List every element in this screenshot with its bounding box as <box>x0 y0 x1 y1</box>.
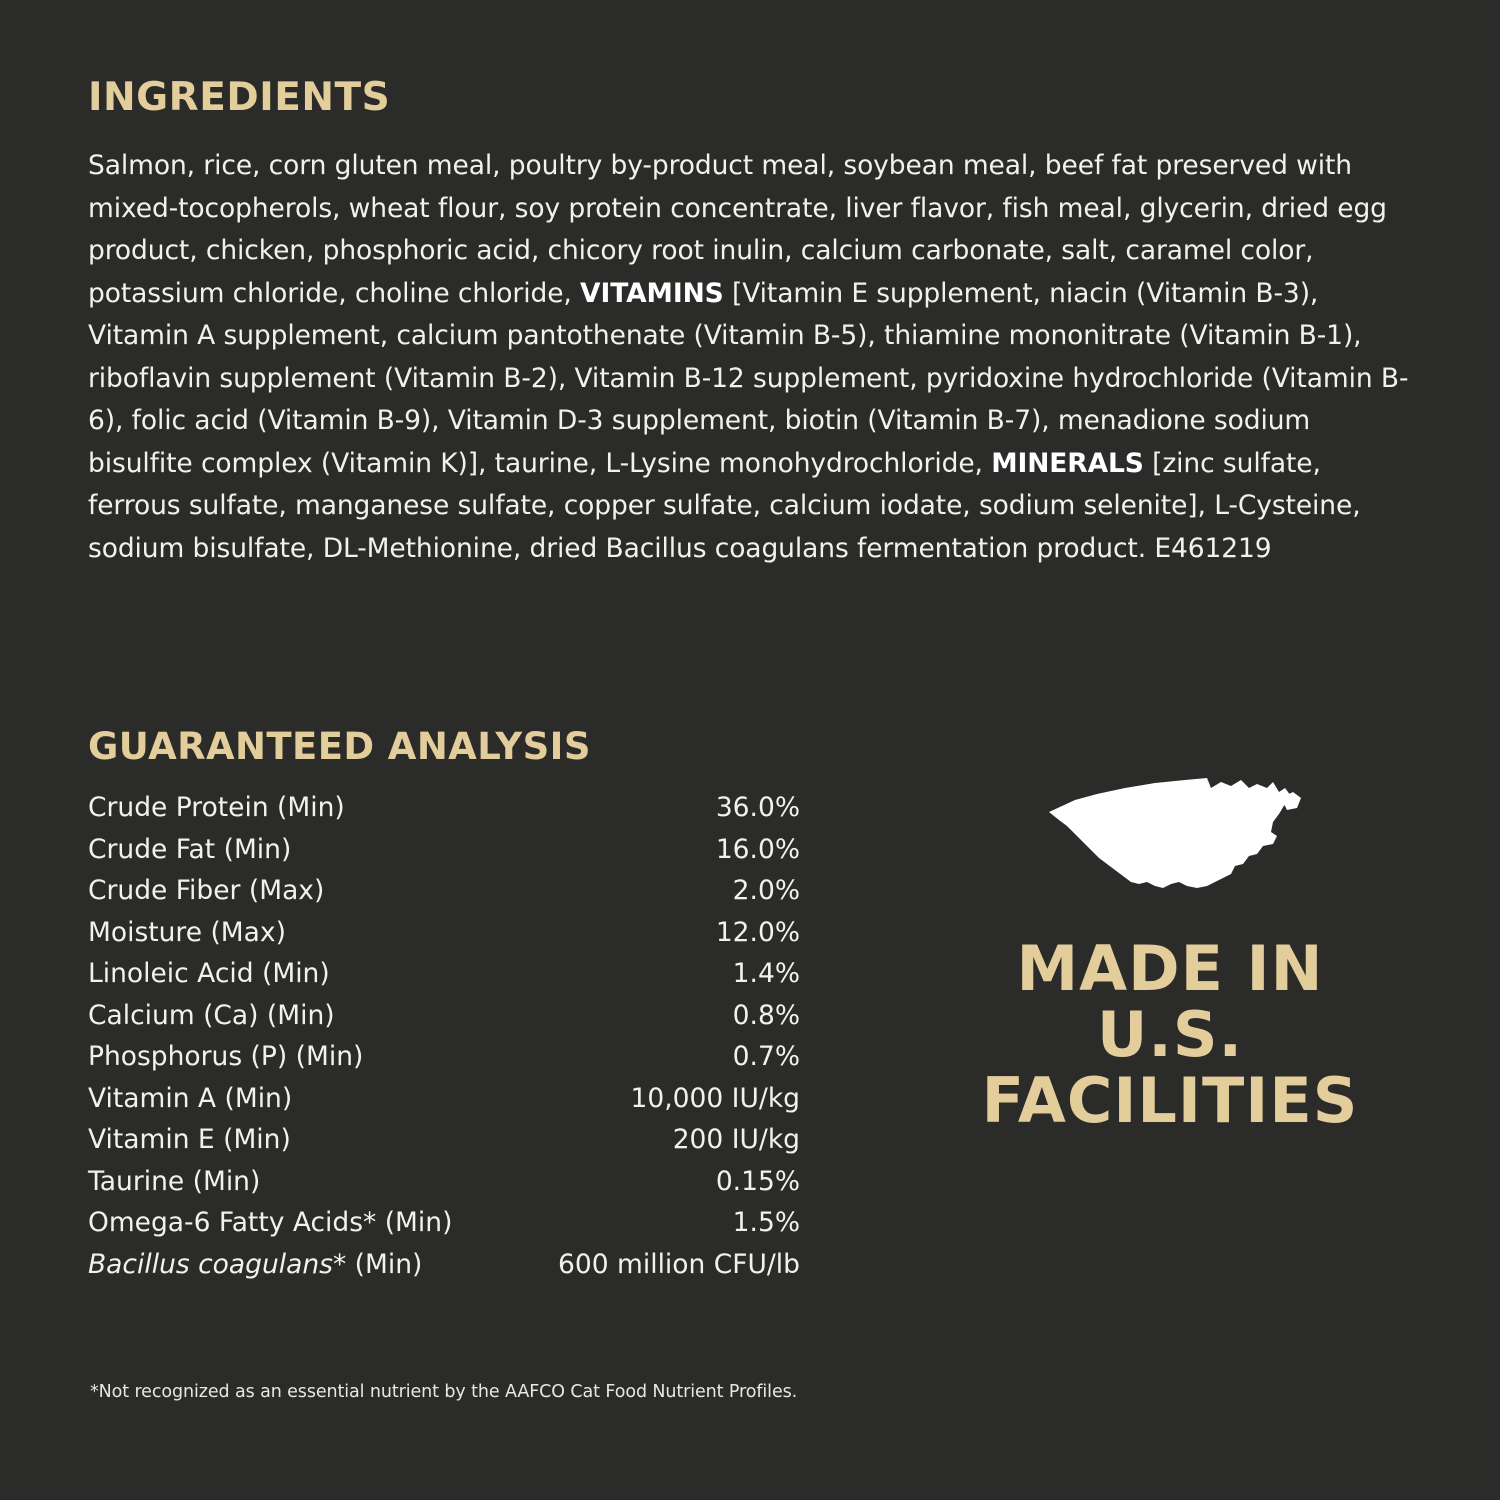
nutrient-value: 200 IU/kg <box>672 1124 800 1155</box>
nutrient-value: 10,000 IU/kg <box>630 1082 800 1114</box>
ingredients-run: Salmon, rice, corn gluten meal, poultry by-product meal, soybean meal, beef fat preserved with mixed-tocopherols, wheat flour, soy protein concentrate, liver flavor, fish meal, glycerin, dried egg product, chicken, phosphoric acid, chicory root inulin, calcium carbonate, salt, caramel color, potassium chloride, choline chloride, <box>88 150 1387 309</box>
table-row <box>88 1119 800 1161</box>
ingredients-run: [Vitamin E supplement, niacin (Vitamin B-3), Vitamin A supplement, calcium pantothenate (Vitamin B-5), thiamine mononitrate (Vitamin B-1), riboflavin supplement (Vitamin B-2), Vitamin B-12 supplement, pyridoxine hydrochloride (Vitamin B-6), folic acid (Vitamin B-9), Vitamin D-3 supplement, biotin (Vitamin B-7), menadione sodium bisulfite complex (Vitamin K)], taurine, L-Lysine monohydrochloride, <box>88 277 1409 479</box>
nutrient-value: 1.4% <box>732 958 800 989</box>
nutrient-name: Vitamin E (Min) <box>88 1124 291 1155</box>
table-row <box>88 953 800 995</box>
nutrient-name-italic: Bacillus coagulans <box>88 1248 333 1280</box>
table-row <box>88 995 800 1037</box>
ingredients-run: [zinc sulfate, ferrous sulfate, manganese sulfate, copper sulfate, calcium iodate, sodium selenite], L-Cysteine, sodium bisulfate, DL-Methionine, dried Bacillus coagulans fermentation product. E461219 <box>88 447 1361 564</box>
nutrient-value: 600 million CFU/lb <box>558 1248 800 1280</box>
badge-line: U.S. <box>1096 998 1244 1071</box>
ingredients-section <box>88 75 1418 597</box>
nutrient-value: 16.0% <box>715 833 800 865</box>
guaranteed-analysis-section <box>88 725 808 1285</box>
nutrient-value: 1.5% <box>732 1207 800 1238</box>
ingredients-emphasis: MINERALS <box>991 447 1144 479</box>
usa-map-icon <box>1035 770 1305 920</box>
nutrient-value: 12.0% <box>715 916 800 948</box>
nutrient-name <box>88 1244 516 1286</box>
nutrient-value: 0.15% <box>715 1165 800 1197</box>
nutrient-name: Crude Protein (Min) <box>88 792 345 823</box>
table-row <box>88 870 800 912</box>
nutrient-name: Omega-6 Fatty Acids* (Min) <box>88 1207 453 1238</box>
nutrient-name: Crude Fat (Min) <box>88 833 292 865</box>
made-in-us-text <box>960 932 1380 1137</box>
nutrient-value: 36.0% <box>715 792 800 823</box>
table-row <box>88 1202 800 1244</box>
nutrient-value: 2.0% <box>732 875 800 906</box>
nutrient-name: Vitamin A (Min) <box>88 1082 293 1114</box>
table-row <box>88 1161 800 1203</box>
table-row <box>88 1078 800 1120</box>
ingredients-emphasis: VITAMINS <box>580 277 724 309</box>
guaranteed-analysis-heading: GUARANTEED ANALYSIS <box>88 725 591 768</box>
badge-line: FACILITIES <box>981 1064 1359 1137</box>
ingredients-text <box>88 145 1418 570</box>
aafco-footnote: *Not recognized as an essential nutrient by the AAFCO Cat Food Nutrient Profiles. <box>90 1382 798 1402</box>
nutrient-name-rest: * (Min) <box>332 1248 423 1280</box>
ingredients-heading: INGREDIENTS <box>88 75 391 120</box>
table-row <box>88 787 800 829</box>
nutrient-value: 0.8% <box>732 999 800 1031</box>
nutrient-name: Crude Fiber (Max) <box>88 875 325 906</box>
nutrient-name: Linoleic Acid (Min) <box>88 958 330 989</box>
made-in-us-badge <box>960 770 1380 1137</box>
table-row <box>88 1244 800 1286</box>
nutrient-value: 0.7% <box>732 1041 800 1072</box>
nutrient-name: Phosphorus (P) (Min) <box>88 1041 364 1072</box>
table-row <box>88 1036 800 1078</box>
nutrient-name: Moisture (Max) <box>88 916 286 948</box>
nutrient-name: Calcium (Ca) (Min) <box>88 999 335 1031</box>
nutrient-name: Taurine (Min) <box>88 1165 261 1197</box>
guaranteed-analysis-table <box>88 787 800 1285</box>
badge-line: MADE IN <box>1016 932 1324 1005</box>
table-row <box>88 829 800 871</box>
table-row <box>88 912 800 954</box>
